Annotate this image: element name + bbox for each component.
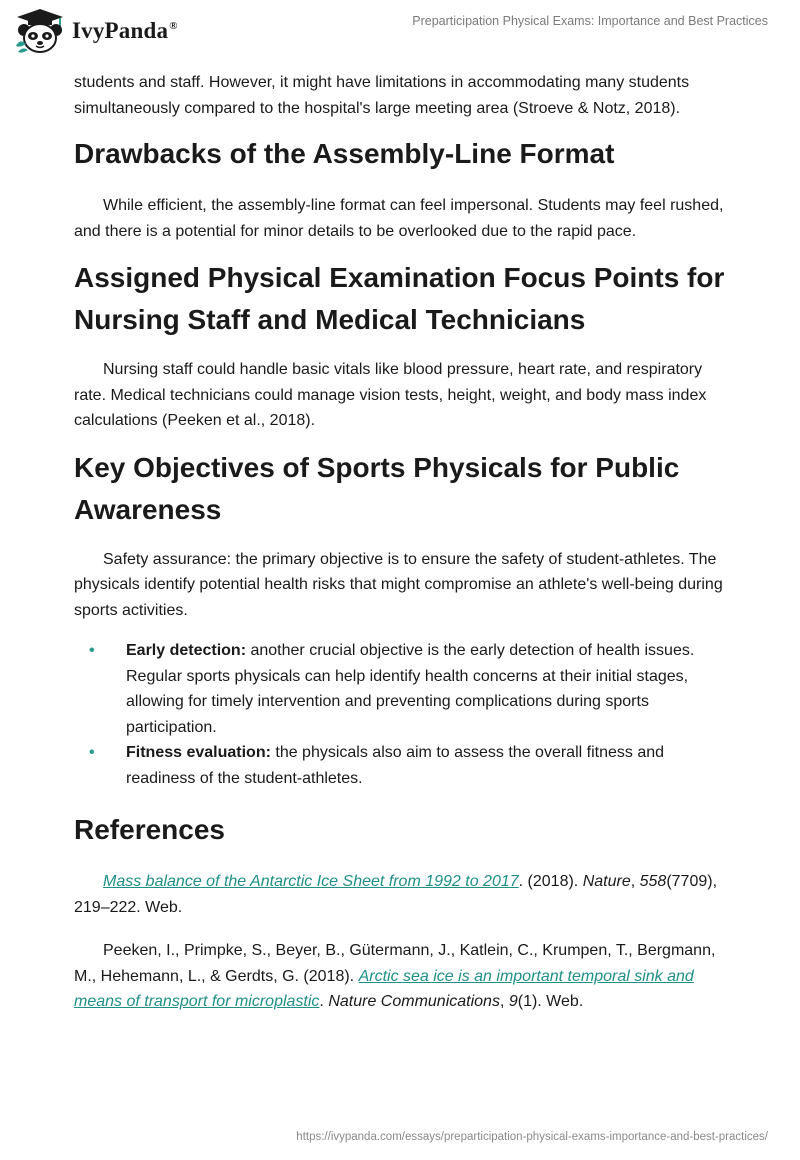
ivypanda-logo[interactable]	[14, 8, 178, 54]
reference-journal: Nature Communications	[328, 993, 500, 1010]
paragraph-focus-points: Nursing staff could handle basic vitals like blood pressure, heart rate, and respiratory rate. Medical technicians could manage vision tests, height, weight, and body mass index calculations (Peeken et al., 2018).	[74, 361, 707, 429]
bullet-icon: •	[89, 744, 95, 761]
reference-separator: ,	[499, 993, 509, 1010]
reference-volume: 558	[639, 873, 667, 890]
bullet-text: the physicals also aim to assess the overall fitness and readiness of the student-athletes.	[126, 744, 665, 787]
list-item	[74, 740, 734, 791]
reference-link[interactable]: Arctic sea ice is an important temporal sink and means of transport for microplastic	[74, 967, 694, 1010]
panda-graduate-icon	[14, 8, 66, 54]
essay-content	[74, 70, 734, 1015]
bullet-label: Early detection:	[126, 642, 247, 659]
list-item	[74, 638, 734, 740]
bullet-text: another crucial objective is the early detection of health issues. Regular sports physicals can help identify health concerns at their initial stages, allowing for timely intervention and preventing complications during sports participation.	[126, 642, 695, 736]
bullet-label: Fitness evaluation:	[126, 744, 271, 761]
reference-year: . (2018).	[518, 873, 583, 890]
logo-text	[72, 18, 178, 44]
reference-tail: (1). Web.	[517, 993, 584, 1010]
reference-entry	[74, 869, 734, 920]
heading-references: References	[74, 814, 225, 845]
bullet-icon: •	[89, 642, 95, 659]
footer-url[interactable]: https://ivypanda.com/essays/preparticipation-physical-exams-importance-and-best-practices/	[296, 1131, 768, 1143]
reference-separator: .	[319, 993, 329, 1010]
paragraph-safety-assurance: Safety assurance: the primary objective is to ensure the safety of student-athletes. The physicals identify potential health risks that might compromise an athlete's well-being during sports activities.	[74, 550, 723, 619]
reference-volume: 9	[508, 993, 518, 1010]
reference-separator: ,	[630, 873, 640, 890]
reference-link[interactable]: Mass balance of the Antarctic Ice Sheet from 1992 to 2017	[103, 873, 519, 890]
heading-drawbacks: Drawbacks of the Assembly-Line Format	[74, 138, 615, 169]
registered-mark: ®	[169, 20, 178, 33]
logo-wordmark: IvyPanda	[72, 18, 169, 43]
objectives-list	[74, 638, 734, 791]
heading-focus-points: Assigned Physical Examination Focus Points for Nursing Staff and Medical Technicians	[74, 262, 725, 335]
reference-entry	[74, 938, 734, 1015]
reference-authors: Peeken, I., Primpke, S., Beyer, B., Gütermann, J., Katlein, C., Krumpen, T., Bergmann, M., Hehemann, L., & Gerdts, G. (2018).	[74, 942, 716, 985]
page-header	[0, 0, 800, 64]
heading-key-objectives: Key Objectives of Sports Physicals for Public Awareness	[74, 451, 680, 525]
document-title: Preparticipation Physical Exams: Importance and Best Practices	[412, 14, 768, 28]
reference-tail: (7709), 219–222. Web.	[74, 873, 718, 916]
paragraph-drawbacks: While efficient, the assembly-line format can feel impersonal. Students may feel rushed, and there is a potential for minor details to be overlooked due to the rapid pace.	[74, 197, 724, 240]
reference-journal: Nature	[582, 873, 631, 890]
intro-paragraph: students and staff. However, it might have limitations in accommodating many students simultaneously compared to the hospital's large meeting area (Stroeve & Notz, 2018).	[74, 74, 690, 117]
